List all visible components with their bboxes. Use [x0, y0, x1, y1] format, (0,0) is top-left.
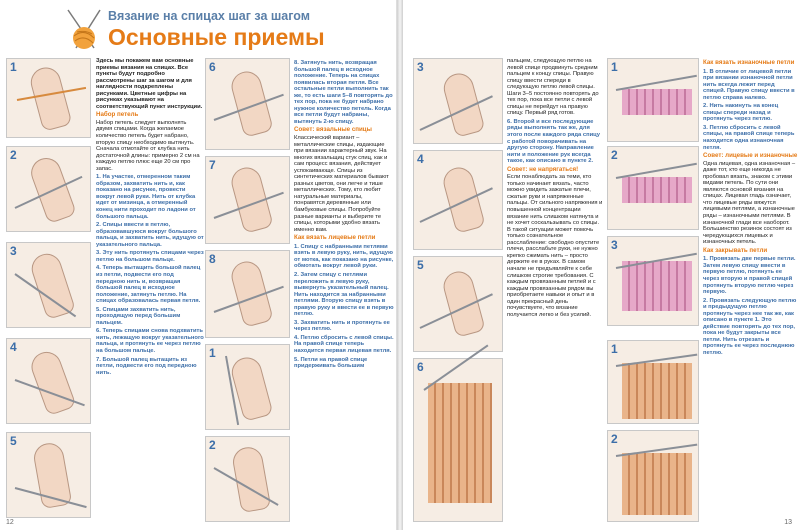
- purl-stitches: [622, 89, 692, 115]
- figure-number: 4: [417, 152, 424, 166]
- figure-number: 5: [10, 434, 17, 448]
- knit-step-5: 5. Петли на правой спице придерживать большим: [294, 356, 368, 370]
- hand-drawing: [27, 348, 76, 417]
- bind-off-step-1: 1. Провязать две первые петли. Затем левую спицу ввести в первую петлю, потянуть ее через вторую и правой спицей протянуть вторую петлю через первую.: [703, 256, 796, 296]
- cast-on-text: Набор петель следует выполнять двумя спицами. Когда желаемое количество петель будет набрано, вторую спицу необходимо вытянуть. Сначала отмотайте от клубка нить достаточной длины: примерно 2 см на каждую петлю плюс еще 20 см про запас.: [96, 119, 200, 172]
- figure-number: 6: [209, 60, 216, 74]
- figure-number: 1: [611, 342, 618, 356]
- figure-number: 1: [209, 346, 216, 360]
- yarn-ball-logo: [64, 8, 104, 52]
- figure-number: 1: [611, 60, 618, 74]
- step-4: 4. Теперь вытащить большой палец из петли, подвести его под передною нить и, возвращая большой палец в исходное положение, затянуть петлю. На спицах образовалась первая петля.: [96, 265, 201, 305]
- tip-text: Если понаблюдать за теми, кто только начинает вязать, часто можно увидеть зажатые плечи, сжатые руки и напряженные пальцы. От сильного напряжения и повышенной концентрации вязание нить слишком натянута и не хочет соскальзывать со спицы. В такой ситуации может помочь только сознательное расслабление: свободно опустите плечи, расслабьте руки, не нужно крепко сжимать нить – просто держите ее в руках. В самом начале не предъявляйте к себе слишком строгие требования. С каждым провязанным петлей и с каждым провязанным рядом вы приобретаете навыки и опыт и в один прекрасный день почувствуете, что вязание получается легко и без усилий.: [507, 174, 603, 318]
- figure-number: 2: [209, 438, 216, 452]
- hand-drawing: [440, 70, 485, 138]
- illustration-1: [6, 58, 91, 138]
- illustration-knit-5: [413, 256, 503, 352]
- figure-number: 3: [417, 60, 424, 74]
- knit-step-6: 6. Второй и все последующие ряды выполнять так же, для этого после каждого ряда спицу с работой поворачивать на другую сторону. Направление нити и положение рук всегда такое, как описано в пункте 2.: [507, 118, 600, 165]
- cast-on-heading: Набор петель: [96, 111, 139, 119]
- hand-drawing: [440, 164, 486, 234]
- step-5: 5. Спицами захватить нить, проходящую перед большим пальцем.: [96, 306, 181, 326]
- hand-drawing: [440, 268, 486, 338]
- purl-stitches: [622, 177, 692, 203]
- figure-number: 1: [10, 60, 17, 74]
- left-text-column-2: [294, 58, 394, 528]
- tip-heading: Совет: не напрягаться!: [507, 165, 579, 173]
- hand-drawing: [27, 64, 72, 132]
- knit-heading: Как вязать лицевые петли: [294, 234, 376, 242]
- tip2-text: Одна лицевая, одна изнаночная – даже тот, кто еще никогда не пробовал вязать, знаком с этими видами петель. По сути они являются основой вязания на спицах. Лицевая гладь означает, что лицевые ряды вяжутся лицевыми петлями, а изнаночные ряды – изнаночными петлями. В изнаночной глади все наоборот. Большинство резинок состоят из чередующихся лицевых и изнаночных петель.: [703, 160, 796, 246]
- figure-number: 8: [209, 252, 216, 266]
- figure-number: 6: [417, 360, 424, 374]
- figure-number: 7: [209, 158, 216, 172]
- illustration-purl-2: [607, 146, 699, 230]
- illustration-bind-2: [607, 430, 699, 522]
- step-8: 8. Затянуть нить, возвращая большой палец в исходное положение. Теперь на спицах появилась вторая петля. Все остальные петли выполнить так же, то есть шаги 5–8 повторять до тех пор, пока не будет набрано нужное количество петель. Когда все петли будут набраны, вытянуть 2-ю спицу.: [294, 60, 393, 125]
- figure-number: 4: [10, 340, 17, 354]
- step-6: 6. Теперь спицами снова подхватить нить, лежащую вокруг указательного пальца, и протянуть ее через петлю на большом пальце.: [96, 328, 204, 354]
- knit-step-3: 3. Захватить нить и протянуть ее через петлю.: [294, 319, 390, 333]
- illustration-7: [205, 156, 290, 244]
- advice-text: Классический вариант – металлические спицы, издающие при вязании характерный звук. На многих вязальщиц стук спиц, как и сам процесс вязания, действует успокаивающе. Спицы из синтетических материалов бывают разных цветов, они легче и тише металлических. Тому, кто любит натуральные материалы, понравятся деревянные или бамбуковые спицы. Попробуйте разные варианты и выберите те спицы, которыми удобно вязать именно вам.: [294, 135, 389, 233]
- right-text-column-2: [703, 58, 798, 528]
- left-text-column-1: [96, 58, 204, 528]
- illustration-knit-2: [205, 436, 290, 522]
- right-text-column-1: [507, 58, 603, 528]
- illustration-6: [205, 58, 290, 150]
- illustration-purl-1: [607, 58, 699, 142]
- purl-stitches: [622, 261, 692, 311]
- illustration-knit-4: [413, 150, 503, 250]
- purl-heading: Как вязать изнаночные петли: [703, 59, 795, 66]
- knitted-swatch: [622, 363, 692, 419]
- knit-step-1: 1. Спицу с набранными петлями взять в левую руку, нить, идущую от мотка, как показано на рисунке, обмотать вокруг левой руки.: [294, 243, 394, 270]
- illustration-4: [6, 338, 91, 424]
- knit-step-5-cont: пальцем, следующую петлю на левой спице продвинуть средним пальцем к концу спицы. Правую спицу ввести спереди в следующую петлю левой спицы. Шаги 3–5 постоянно повторять до тех пор, пока все петли с левой спицы не перейдут на правую спицу. Первый ряд готов.: [507, 58, 599, 117]
- illustration-bind-1: [607, 340, 699, 424]
- purl-step-2: 2. Нить накинуть на конец спицы спереди назад и протянуть через петлю.: [703, 103, 779, 123]
- page-number-right: 13: [784, 519, 792, 526]
- page-title: Основные приемы: [108, 24, 325, 50]
- left-page: [0, 0, 397, 530]
- step-3: 3. Эту нить протянуть спицами через петлю на большом пальце.: [96, 250, 204, 263]
- illustration-knit-1: [205, 344, 290, 430]
- page-number-left: 12: [6, 519, 14, 526]
- illustration-2: [6, 146, 91, 232]
- step-1: 1. На участке, отмеренном таким образом, захватить нить и, как показано на рисунке, провести вокруг левой руки. Нить от клубка идет от мизинца, а отмеренный конец нити проходит по ладони от большого пальца.: [96, 174, 196, 220]
- intro-text: Здесь мы покажем вам основные приемы вязания на спицах. Все пункты будут подробно рассмотрены шаг за шагом и для наглядности подкреплены рисунками. Цветные цифры на рисунках указывают на соответствующий пункт инструкции.: [96, 58, 203, 110]
- book-subtitle: Вязание на спицах шаг за шагом: [108, 9, 311, 23]
- step-2: 2. Спицы ввести в петлю, образовавшуюся вокруг большого пальца, и захватить нить, идущую от указательного пальца.: [96, 222, 204, 248]
- illustration-knit-6: [413, 358, 503, 522]
- hand-drawing: [228, 68, 274, 138]
- tip2-heading: Совет: лицевые и изнаночные: [703, 152, 798, 160]
- figure-number: 2: [10, 148, 17, 162]
- knitted-swatch: [428, 383, 492, 503]
- illustration-5: [6, 432, 91, 518]
- figure-number: 3: [611, 238, 618, 252]
- figure-number: 3: [10, 244, 17, 258]
- figure-number: 2: [611, 432, 618, 446]
- advice-heading: Совет: вязальные спицы: [294, 126, 372, 134]
- bind-off-step-2: 2. Провязать следующую петлю и предыдущую петлю протянуть через нее так же, как описано в пункте 1. Это действие повторять до тех пор, пока не будут закрыты все петли. Нить отрезать и протянуть ее через последнюю петлю.: [703, 297, 797, 356]
- right-page: [403, 0, 800, 530]
- illustration-knit-3: [413, 58, 503, 144]
- knit-step-4: 4. Петлю сбросить с левой спицы. На правой спице теперь находится первая лицевая петля.: [294, 334, 394, 354]
- knit-step-2: 2. Затем спицу с петлями переложить в левую руку, вывернуть указательный палец. Нить находится за набранными петлями. Вторую спицу взять в правую руку и ввести ее в первую петлю.: [294, 271, 394, 318]
- step-7: 7. Большой палец вытащить из петли, подвести его под передною нить.: [96, 356, 197, 376]
- bind-off-heading: Как закрывать петли: [703, 246, 768, 254]
- purl-step-3: 3. Петлю сбросить с левой спицы, на правой спице теперь находится одна изнаночная петля.: [703, 124, 795, 151]
- knitted-swatch: [622, 453, 692, 515]
- purl-step-1: 1. В отличие от лицевой петли при вязании изнаночной петли нить всегда лежит перед спицей. Правую спицу ввести в петлю справа налево.: [703, 68, 795, 101]
- illustration-8: [205, 250, 290, 338]
- illustration-3: [6, 242, 91, 328]
- figure-number: 2: [611, 148, 618, 162]
- illustration-purl-3: [607, 236, 699, 326]
- figure-number: 5: [417, 258, 424, 272]
